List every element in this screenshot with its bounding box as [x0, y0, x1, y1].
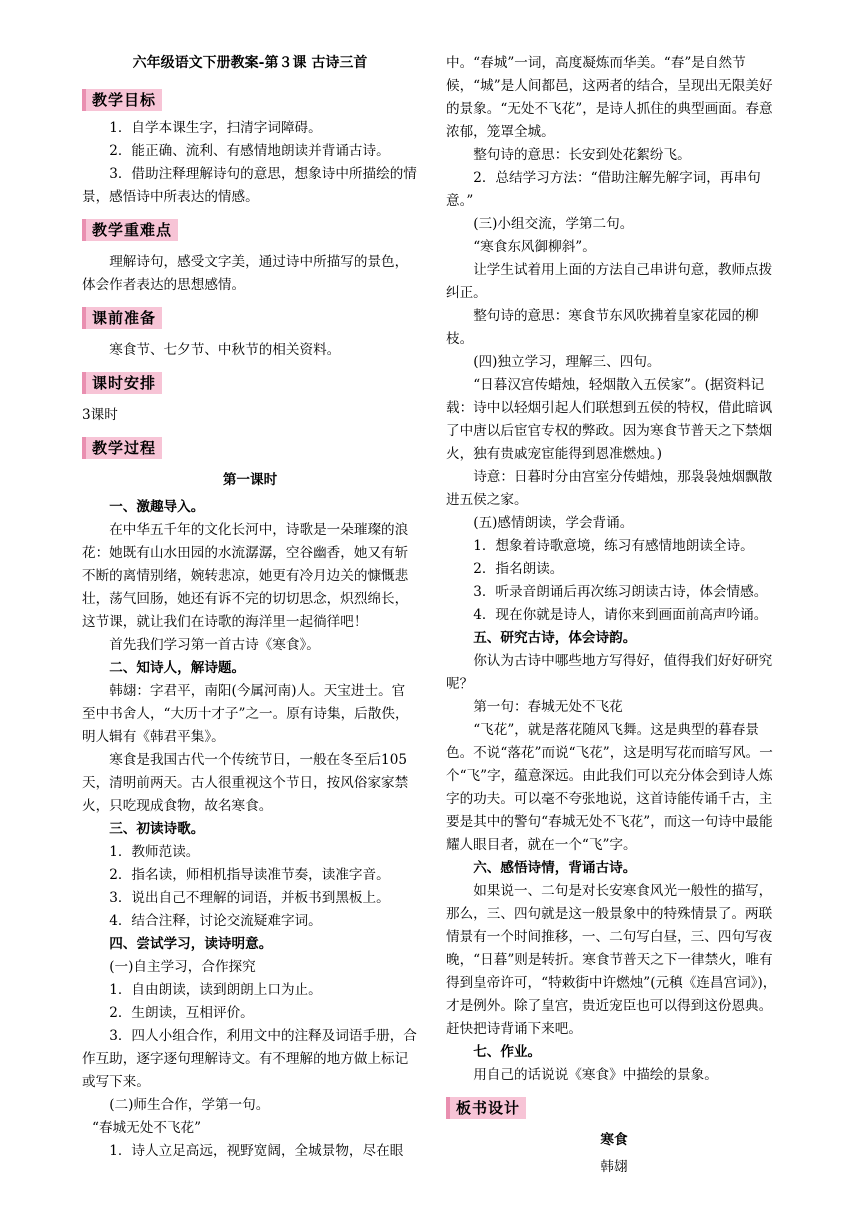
prep-text: 寒食节、七夕节、中秋节的相关资料。 — [109, 342, 341, 358]
step-1-para-2: 首先我们学习第一首古诗《寒食》。 — [109, 637, 320, 653]
section-tag-goals: 教学目标 — [82, 89, 162, 111]
right-para-14: 你认为古诗中哪些地方写得好，值得我们好好研究呢？ — [446, 653, 773, 692]
right-para-7: 整句诗的意思：寒食节东风吹拂着皇家花园的柳枝。 — [446, 308, 759, 347]
step-4-heading: 四、尝试学习，读诗明意。 — [109, 936, 273, 952]
right-para-16: “飞花”，就是落花随风飞舞。这是典型的暮春景色。不说“落花”而说“飞花”，这是明写花而暗写风。一个“飞”字，蕴意深远。由此我们可以充分体会到诗人炼字的功夫。可以毫不夸张地说，这首诗能传诵千古，主要是其中的警句“春城无处不飞花”，而这一句诗中最能耀人眼目者，就在一个“飞”字。 — [446, 722, 773, 853]
step-4-item-2: 2．生朗读，互相评价。 — [109, 1005, 254, 1021]
step-6-heading: 六、感悟诗情，背诵古诗。 — [473, 860, 637, 876]
right-para-11: (五)感情朗读，学会背诵。 — [473, 515, 634, 531]
right-item-3: 3．听录音朗诵后再次练习朗读古诗，体会情感。 — [473, 584, 768, 600]
step-3-item-2: 2．指名读，师相机指导读准节奏，读准字音。 — [109, 867, 390, 883]
section-tag-process: 教学过程 — [82, 437, 162, 459]
right-para-4: (三)小组交流，学第二句。 — [473, 216, 634, 232]
step-4-sub-2: (二)师生合作，学第一句。 — [109, 1097, 270, 1113]
step-1-heading: 一、激趣导入。 — [109, 499, 205, 515]
step-5-heading: 五、研究古诗，体会诗韵。 — [473, 630, 637, 646]
step-2-heading: 二、知诗人，解诗题。 — [109, 660, 246, 676]
section-tag-board: 板书设计 — [446, 1097, 526, 1119]
section-tag-prep: 课前准备 — [82, 307, 162, 329]
right-column — [446, 52, 782, 1179]
goal-item-2: 2．能正确、流利、有感情地朗读并背诵古诗。 — [109, 143, 390, 159]
board-title: 寒食 — [600, 1132, 628, 1148]
page-title: 六年级语文下册教案-第３课 古诗三首 — [132, 55, 368, 71]
goal-item-3: 3．借助注释理解诗句的意思，想象诗中所描绘的情景，感悟诗中所表达的情感。 — [82, 166, 417, 205]
key-text: 理解诗句，感受文字美，通过诗中所描写的景色，体会作者表达的思想感情。 — [82, 254, 409, 293]
step-7-heading: 七、作业。 — [473, 1044, 542, 1060]
step-3-item-4: 4．结合注释，讨论交流疑难字词。 — [109, 913, 322, 929]
left-column — [82, 52, 418, 1163]
step-2-para-1: 韩翃：字君平，南阳(今属河南)人。天宝进士。官至中书舍人，“大历十才子”之一。原有诗集，后散佚，明人辑有《韩君平集》。 — [82, 683, 409, 745]
right-para-9: “日暮汉宫传蜡烛，轻烟散入五侯家”。(据资料记载：诗中以轻烟引起人们联想到五侯的特权，借此暗讽了中唐以后宦官专权的弊政。因为寒食节普天之下禁烟火，独有贵戚宠宦能得到恩准燃烛。) — [446, 377, 773, 462]
right-para-18: 如果说一、二句是对长安寒食风光一般性的描写，那么，三、四句就是这一般景象中的特殊情景了。两联情景有一个时间推移，一、二句写白昼，三、四句写夜晚，“日暮”则是转折。寒食节普天之下一律禁火，唯有得到皇帝许可，“特敕街中许燃烛”(元稹《连昌宫词》)，才是例外。除了皇宫，贵近宠臣也可以得到这份恩典。赶快把诗背诵下来吧。 — [446, 883, 777, 1037]
step-1-para-1: 在中华五千年的文化长河中，诗歌是一朵璀璨的浪花：她既有山水田园的水流潺潺，空谷幽香，她又有斩不断的离情别绪，婉转悲凉，她更有冷月边关的慷慨悲壮，荡气回肠，她还有诉不完的切切思念，炽烈绵长，这节课，就让我们在诗歌的海洋里一起徜徉吧！ — [82, 522, 409, 630]
lesson-heading: 第一课时 — [222, 472, 278, 488]
goal-item-1: 1．自学本课生字，扫清字词障碍。 — [109, 120, 322, 136]
right-para-3: 2．总结学习方法：“借助注解先解字词，再串句意。” — [446, 170, 761, 209]
right-para-15: 第一句：春城无处不飞花 — [473, 699, 623, 715]
right-item-4: 4．现在你就是诗人，请你来到画面前高声吟诵。 — [473, 607, 768, 623]
section-tag-hours: 课时安排 — [82, 372, 162, 394]
right-item-2: 2．指名朗读。 — [473, 561, 564, 577]
right-para-2: 整句诗的意思：长安到处花絮纷飞。 — [473, 147, 691, 163]
step-3-heading: 三、初读诗歌。 — [109, 821, 205, 837]
step-3-item-3: 3．说出自己不理解的词语，并板书到黑板上。 — [109, 890, 390, 906]
board-author: 韩翃 — [600, 1159, 628, 1175]
right-item-1: 1．想象着诗歌意境，练习有感情地朗读全诗。 — [473, 538, 754, 554]
section-tag-key: 教学重难点 — [82, 219, 178, 241]
right-poem-2: “寒食东风御柳斜”。 — [473, 239, 596, 255]
step-4-sub-1: (一)自主学习，合作探究 — [109, 959, 256, 975]
step-4-item-3: 3．四人小组合作，利用文中的注释及词语手册，合作互助，逐字逐句理解诗文。有不理解的地方做上标记或写下来。 — [82, 1028, 417, 1090]
step-2-para-2: 寒食是我国古代一个传统节日，一般在冬至后105天，清明前两天。古人很重视这个节日，按风俗家家禁火，只吃现成食物，故名寒食。 — [82, 752, 409, 814]
right-para-10: 诗意：日暮时分由宫室分传蜡烛，那袅袅烛烟飘散进五侯之家。 — [446, 469, 773, 508]
step-4-item-1: 1．自由朗读，读到朗朗上口为止。 — [109, 982, 322, 998]
step-4-line-1: 1．诗人立足高远，视野宽阔，全城景物，尽在眼 — [109, 1143, 404, 1159]
right-para-1: 中。“春城”一词，高度凝炼而华美。“春”是自然节候，“城”是人间都邑，这两者的结合，呈现出无限美好的景象。“无处不飞花”，是诗人抓住的典型画面。春意浓郁，笼罩全城。 — [446, 55, 773, 140]
right-para-20: 用自己的话说说《寒食》中描绘的景象。 — [473, 1067, 718, 1083]
hours-text: 3课时 — [82, 407, 118, 423]
step-3-item-1: 1．教师范读。 — [109, 844, 200, 860]
right-para-6: 让学生试着用上面的方法自己串讲句意，教师点拨纠正。 — [446, 262, 773, 301]
right-para-8: (四)独立学习，理解三、四句。 — [473, 354, 661, 370]
poem-line-1: “春城无处不飞花” — [92, 1120, 202, 1136]
